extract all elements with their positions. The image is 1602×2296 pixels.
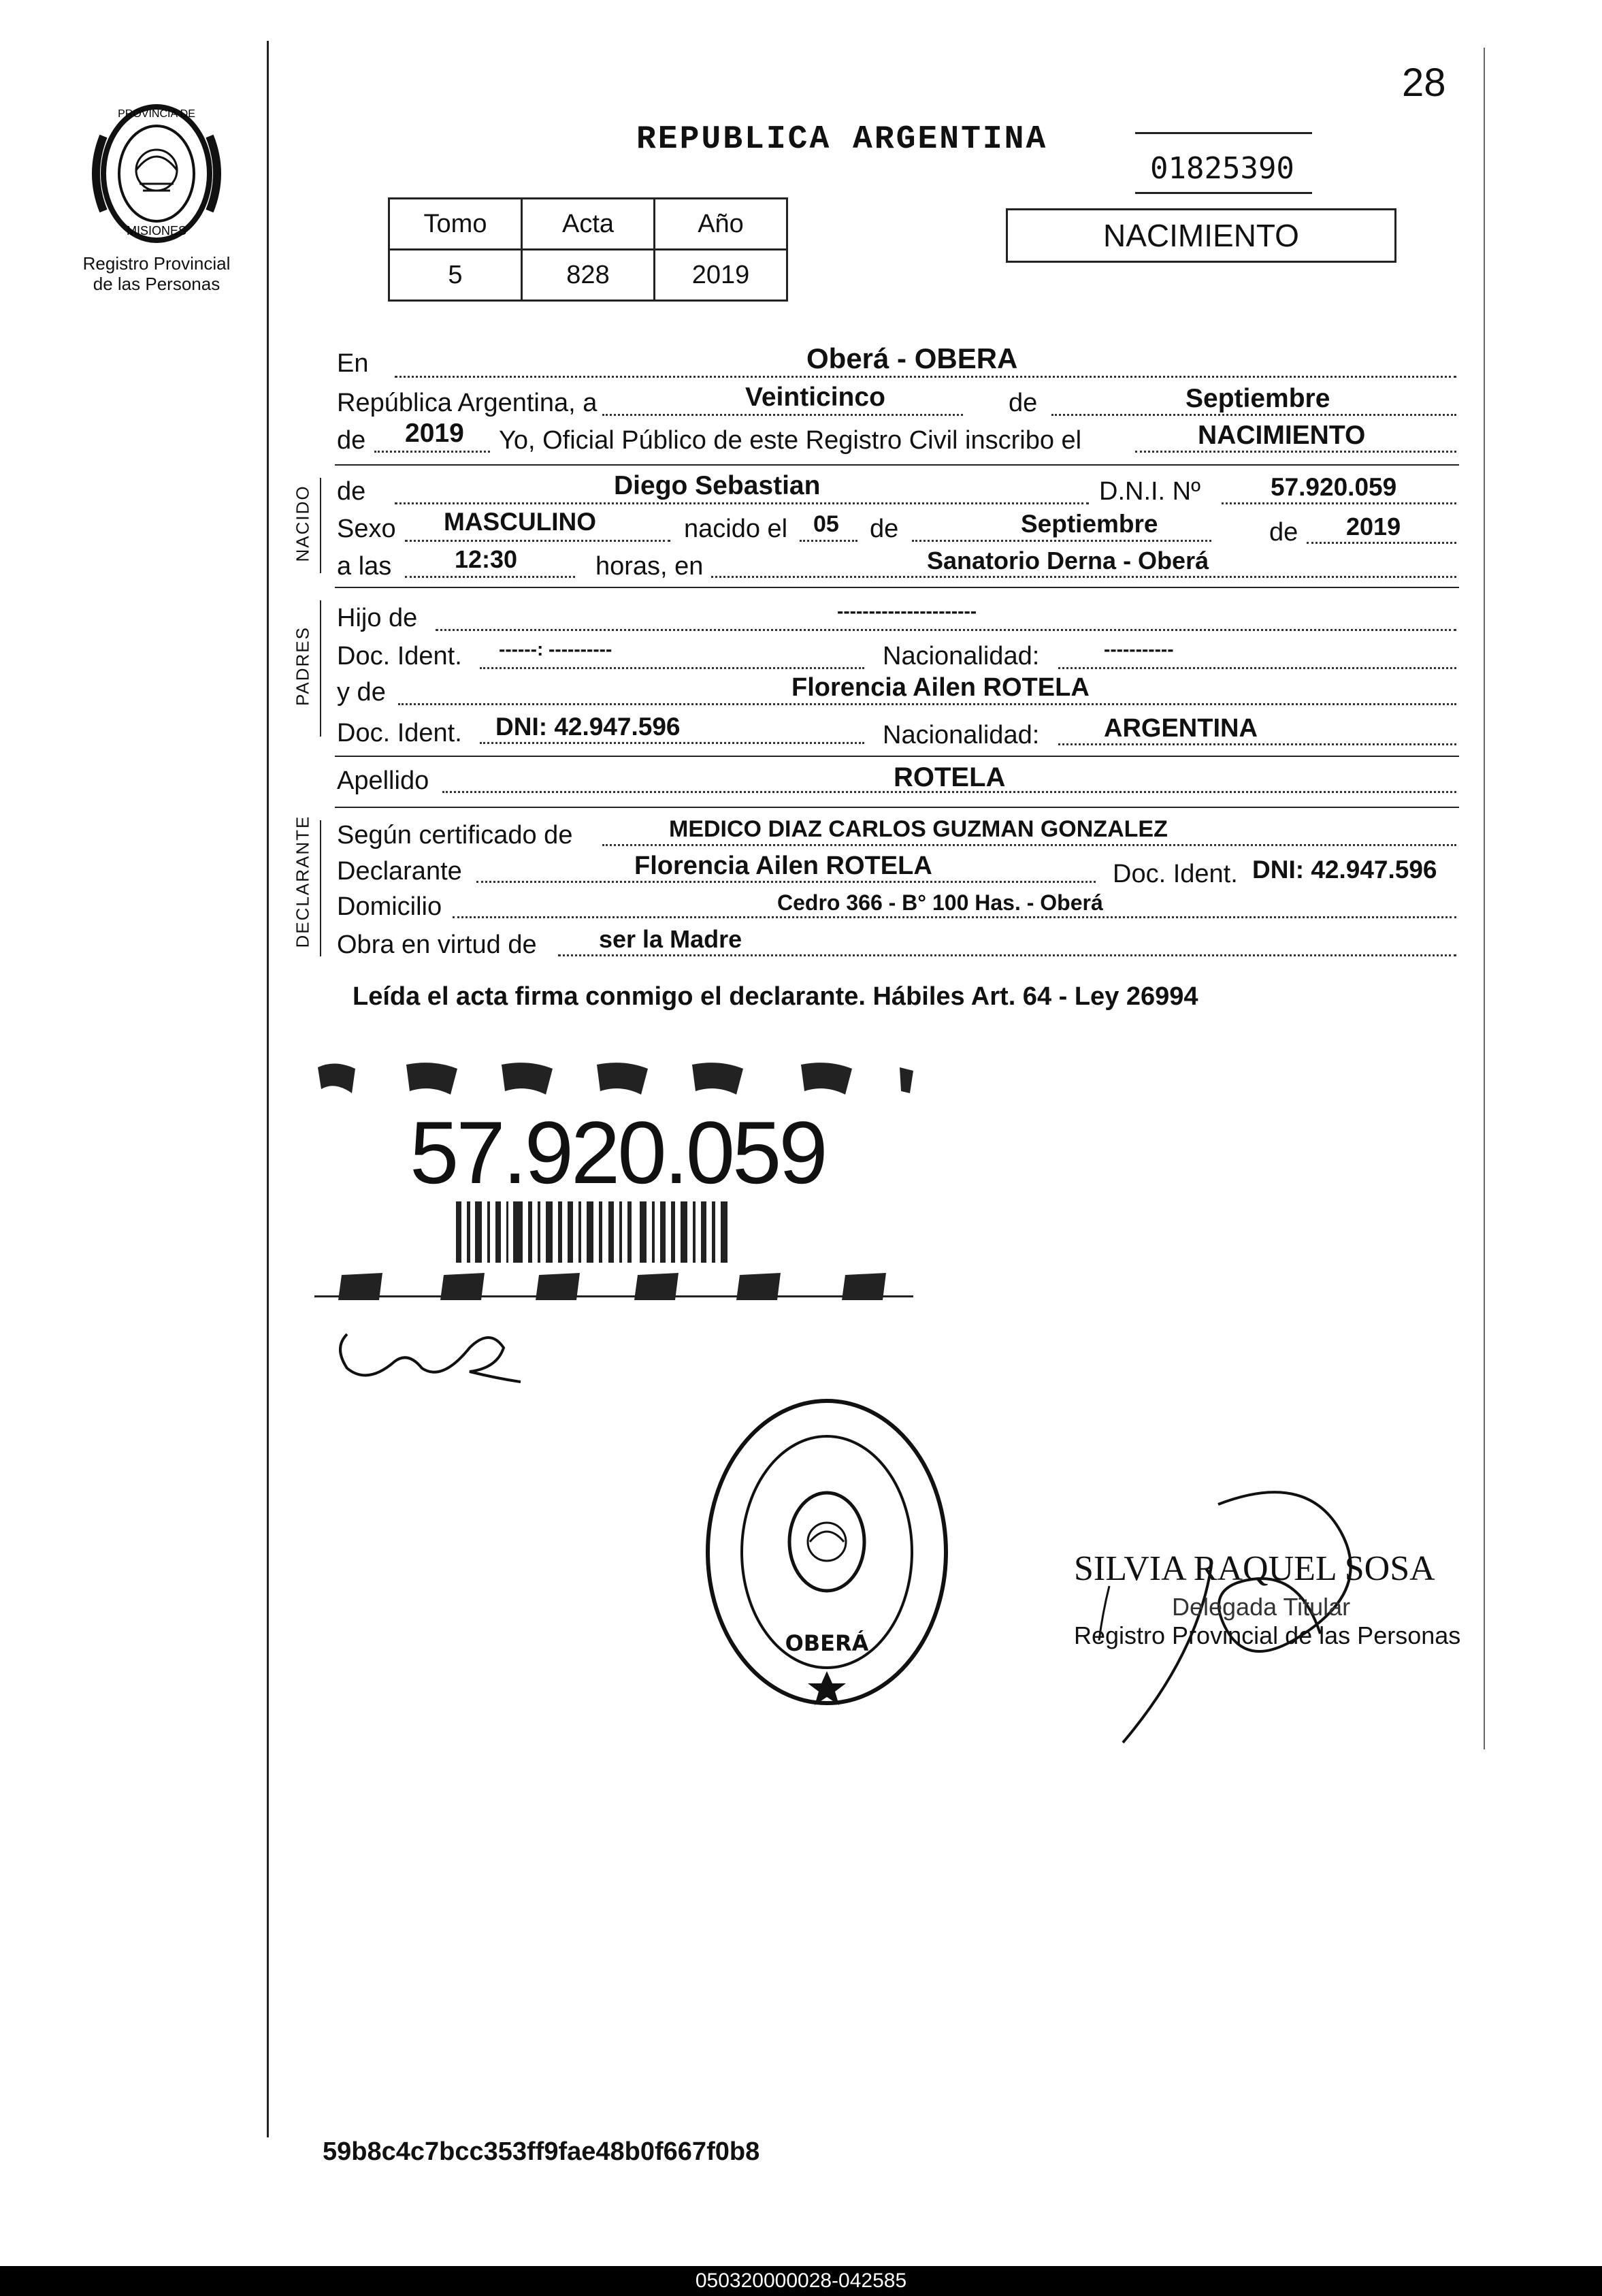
side-bar-declarante: [320, 820, 321, 956]
serial-number: 01825390: [1150, 151, 1294, 186]
dots-birth-year: [1307, 542, 1456, 544]
register-header-anio: Año: [655, 199, 787, 250]
value-dni: 57.920.059: [1271, 473, 1397, 501]
dots-mother-nat: [1058, 743, 1456, 745]
record-type-box: NACIMIENTO: [1006, 208, 1396, 263]
dots-capacity: [558, 954, 1456, 956]
value-year: 2019: [405, 419, 464, 448]
label-dni: D.N.I. Nº: [1099, 477, 1200, 506]
value-declarant: Florencia Ailen ROTELA: [634, 852, 932, 880]
label-nacionalidad-2: Nacionalidad:: [883, 721, 1040, 749]
label-de-month: de: [1009, 389, 1038, 417]
dots-mother-doc: [480, 742, 864, 744]
label-en: En: [337, 349, 369, 378]
side-bar-padres: [320, 600, 321, 737]
country-title: REPUBLICA ARGENTINA: [636, 121, 1048, 158]
dots-father-doc: [480, 667, 864, 669]
left-margin-line: [267, 41, 269, 2137]
value-address: Cedro 366 - B° 100 Has. - Oberá: [777, 890, 1103, 915]
label-de3: de: [1269, 518, 1298, 547]
dots-birth-day: [800, 540, 857, 542]
value-birth-month: Septiembre: [1021, 510, 1158, 538]
label-a-las: a las: [337, 552, 392, 581]
value-birth-place: Sanatorio Derna - Oberá: [927, 547, 1209, 575]
label-de2: de: [870, 515, 899, 543]
signatory-office: Registro Provincial de las Personas: [1074, 1621, 1461, 1649]
logo-caption-line-2: de las Personas: [93, 274, 220, 294]
dots-certificate: [602, 844, 1456, 846]
dots-time: [405, 576, 575, 578]
label-doc-ident-2: Doc. Ident.: [337, 719, 462, 747]
dots-dni: [1222, 502, 1456, 504]
register-value-tomo: 5: [389, 250, 522, 301]
dots-year: [374, 451, 490, 453]
id-sticker: [314, 1054, 920, 1323]
dots-father-nat: [1058, 667, 1456, 669]
closing-statement: Leída el acta firma conmigo el declarante. Hábiles Art. 64 - Ley 26994: [353, 982, 1198, 1011]
logo-text-bottom: MISIONES: [126, 224, 187, 238]
dots-birth-month: [912, 540, 1211, 542]
document-hash: 59b8c4c7bcc353ff9fae48b0f667f0b8: [323, 2137, 760, 2166]
signatory-name: SILVIA RAQUEL SOSA: [1074, 1549, 1435, 1588]
dots-name: [395, 502, 1089, 504]
divider-2: [335, 587, 1459, 588]
serial-rule-bottom: [1135, 192, 1312, 194]
label-nacionalidad-1: Nacionalidad:: [883, 642, 1040, 670]
label-hijo-de: Hijo de: [337, 604, 418, 632]
divider-3: [335, 756, 1459, 757]
value-certificate: MEDICO DIAZ CARLOS GUZMAN GONZALEZ: [669, 816, 1168, 842]
label-de-year: de: [337, 426, 366, 455]
dots-sexo: [405, 540, 670, 542]
side-label-nacido: NACIDO: [292, 485, 313, 562]
official-stamp: [701, 1395, 953, 1709]
dots-birth-place: [711, 576, 1456, 578]
label-declarante: Declarante: [337, 857, 462, 886]
register-value-acta: 828: [522, 250, 655, 301]
label-de-name: de: [337, 477, 366, 506]
value-name: Diego Sebastian: [614, 471, 821, 500]
value-month: Septiembre: [1186, 384, 1330, 413]
divider-1: [335, 464, 1459, 466]
register-value-anio: 2019: [655, 250, 787, 301]
label-domicilio: Domicilio: [337, 892, 442, 921]
label-republica: República Argentina, a: [337, 389, 598, 417]
logo-caption-line-1: Registro Provincial: [82, 253, 231, 274]
value-place: Oberá - OBERA: [806, 342, 1018, 374]
side-label-padres: PADRES: [292, 626, 313, 706]
register-header-acta: Acta: [522, 199, 655, 250]
province-logo: [82, 95, 231, 252]
page-number: 28: [1402, 61, 1446, 105]
side-label-declarante: DECLARANTE: [292, 815, 313, 948]
label-segun: Según certificado de: [337, 821, 573, 850]
value-mother-nationality: ARGENTINA: [1104, 714, 1258, 743]
dots-day: [602, 414, 963, 416]
label-yo: Yo, Oficial Público de este Registro Civil inscribo el: [499, 426, 1082, 455]
value-mother-doc: DNI: 42.947.596: [495, 713, 681, 741]
dots-act: [1135, 451, 1456, 453]
sticker-number: 57.920.059: [410, 1103, 825, 1202]
label-horas-en: horas, en: [595, 552, 704, 581]
register-table: [388, 197, 788, 302]
label-sexo: Sexo: [337, 515, 396, 543]
register-header-tomo: Tomo: [389, 199, 522, 250]
signatory-title: Delegada Titular: [1172, 1593, 1351, 1621]
value-birth-year: 2019: [1346, 513, 1401, 540]
label-obra: Obra en virtud de: [337, 931, 537, 959]
dots-en: [395, 376, 1456, 378]
value-sex: MASCULINO: [444, 508, 597, 536]
logo-caption: [61, 253, 252, 294]
value-act: NACIMIENTO: [1198, 421, 1366, 450]
label-apellido: Apellido: [337, 766, 429, 795]
value-declarant-doc: DNI: 42.947.596: [1252, 856, 1437, 884]
initials-signature: [333, 1321, 531, 1395]
logo-text-top: PROVINCIA DE: [118, 108, 195, 120]
side-bar-nacido: [320, 478, 321, 573]
stamp-city: OBERÁ: [785, 1630, 869, 1656]
serial-rule-top: [1135, 132, 1312, 134]
value-surname: ROTELA: [894, 762, 1006, 792]
divider-4: [335, 807, 1459, 808]
value-capacity: ser la Madre: [599, 925, 742, 953]
label-y-de: y de: [337, 678, 386, 707]
dots-mother: [398, 703, 1456, 705]
value-father-nationality: -----------: [1104, 638, 1174, 660]
value-day: Veinticinco: [745, 383, 885, 412]
value-father: ----------------------: [837, 600, 977, 621]
value-time: 12:30: [455, 545, 518, 573]
label-nacido-el: nacido el: [684, 515, 788, 543]
label-doc-ident-3: Doc. Ident.: [1113, 860, 1238, 888]
value-father-doc: ------: ----------: [499, 638, 612, 660]
value-birth-day: 05: [813, 511, 839, 537]
label-doc-ident-1: Doc. Ident.: [337, 642, 462, 670]
value-mother: Florencia Ailen ROTELA: [791, 673, 1090, 702]
footer-code: 050320000028-042585: [0, 2266, 1602, 2296]
dots-father: [436, 629, 1456, 631]
right-margin-line: [1484, 48, 1485, 1749]
dots-month: [1051, 414, 1456, 416]
dots-declarant: [476, 881, 1096, 883]
